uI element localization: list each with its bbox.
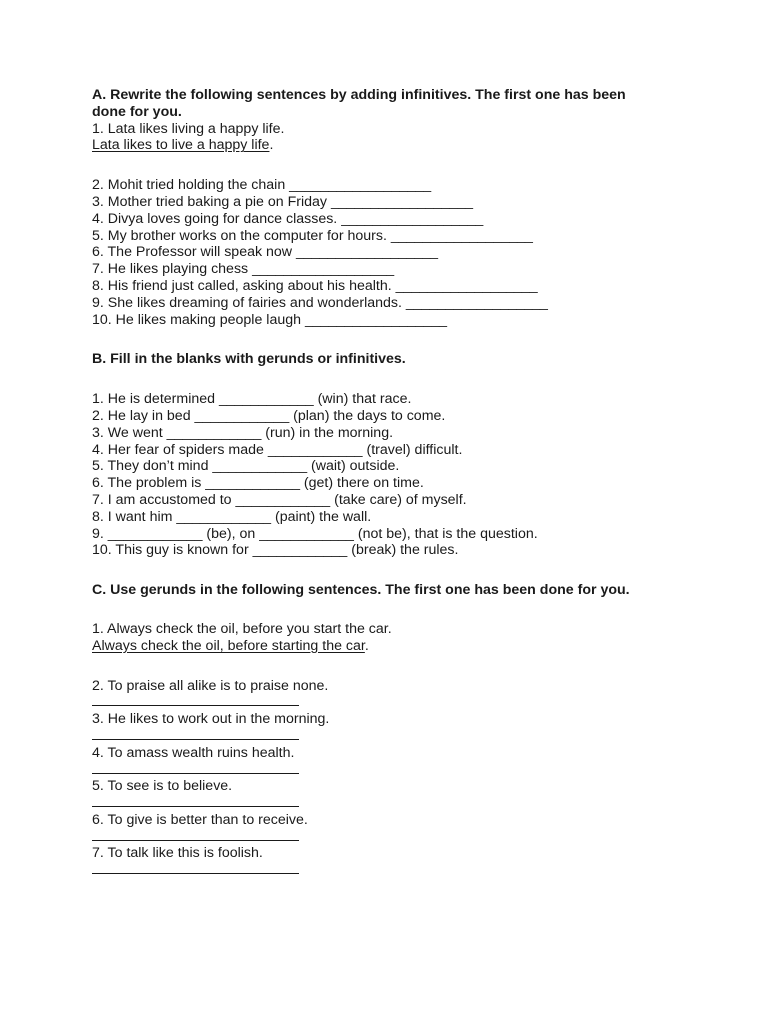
answer-blank-line[interactable] (92, 795, 662, 812)
section-c-item: 6. To give is better than to receive. (92, 811, 308, 828)
section-b-item: 8. I want him ____________ (paint) the wall. (92, 508, 372, 525)
section-c-item: 4. To amass wealth ruins health. (92, 744, 295, 761)
section-c-item: 3. He likes to work out in the morning. (92, 711, 330, 728)
answer-blank-line[interactable] (92, 762, 662, 779)
section-a-item: 8. His friend just called, asking about his health. __________________ (92, 277, 538, 294)
section-a-item: 4. Divya loves going for dance classes. __________________ (92, 210, 484, 227)
section-a-item: 9. She likes dreaming of fairies and wonderlands. __________________ (92, 294, 548, 311)
section-b-item: 7. I am accustomed to ____________ (take care) of myself. (92, 491, 467, 508)
section-c-example-question: 1. Always check the oil, before you start the car. (92, 620, 392, 637)
answer-blank-line[interactable] (92, 694, 662, 711)
section-a-heading: A. Rewrite the following sentences by adding infinitives. The first one has been done for you. (92, 87, 626, 120)
section-a-example-question: 1. Lata likes living a happy life. (92, 120, 285, 137)
section-b-item: 3. We went ____________ (run) in the morning. (92, 424, 394, 441)
section-b-item: 6. The problem is ____________ (get) there on time. (92, 475, 424, 492)
section-c-heading: C. Use gerunds in the following sentences. The first one has been done for you. (92, 582, 630, 599)
section-c-item: 7. To talk like this is foolish. (92, 845, 263, 862)
worksheet (92, 87, 662, 879)
section-a-item: 3. Mother tried baking a pie on Friday __________________ (92, 193, 473, 210)
answer-blank-line[interactable] (92, 829, 662, 846)
section-a-item: 10. He likes making people laugh __________________ (92, 311, 447, 328)
answer-blank-line[interactable] (92, 728, 662, 745)
section-c-example-answer-period: . (364, 637, 369, 654)
section-b-item: 1. He is determined ____________ (win) that race. (92, 391, 412, 408)
section-a-item: 2. Mohit tried holding the chain __________________ (92, 177, 432, 194)
section-b-heading: B. Fill in the blanks with gerunds or infinitives. (92, 351, 406, 368)
section-c-item: 5. To see is to believe. (92, 778, 233, 795)
section-c-example-answer-text: Always check the oil, before starting the car (92, 637, 365, 654)
section-a-item: 5. My brother works on the computer for hours. __________________ (92, 227, 533, 244)
section-c-example-answer (92, 638, 662, 655)
section-a-example-answer-period: . (269, 137, 274, 154)
answer-blank-line[interactable] (92, 862, 662, 879)
section-b-item: 10. This guy is known for ____________ (break) the rules. (92, 542, 459, 559)
section-a-item: 6. The Professor will speak now __________________ (92, 244, 439, 261)
section-a-example-answer (92, 137, 662, 154)
section-c-item: 2. To praise all alike is to praise none. (92, 677, 329, 694)
section-b-item: 4. Her fear of spiders made ____________ (travel) difficult. (92, 441, 463, 458)
section-a-example-answer-text: Lata likes to live a happy life (92, 137, 270, 154)
section-b-item: 2. He lay in bed ____________ (plan) the days to come. (92, 407, 446, 424)
section-b-item: 5. They don’t mind ____________ (wait) outside. (92, 458, 400, 475)
section-a-item: 7. He likes playing chess __________________ (92, 261, 395, 278)
section-b-item: 9. ____________ (be), on ____________ (not be), that is the question. (92, 525, 538, 542)
